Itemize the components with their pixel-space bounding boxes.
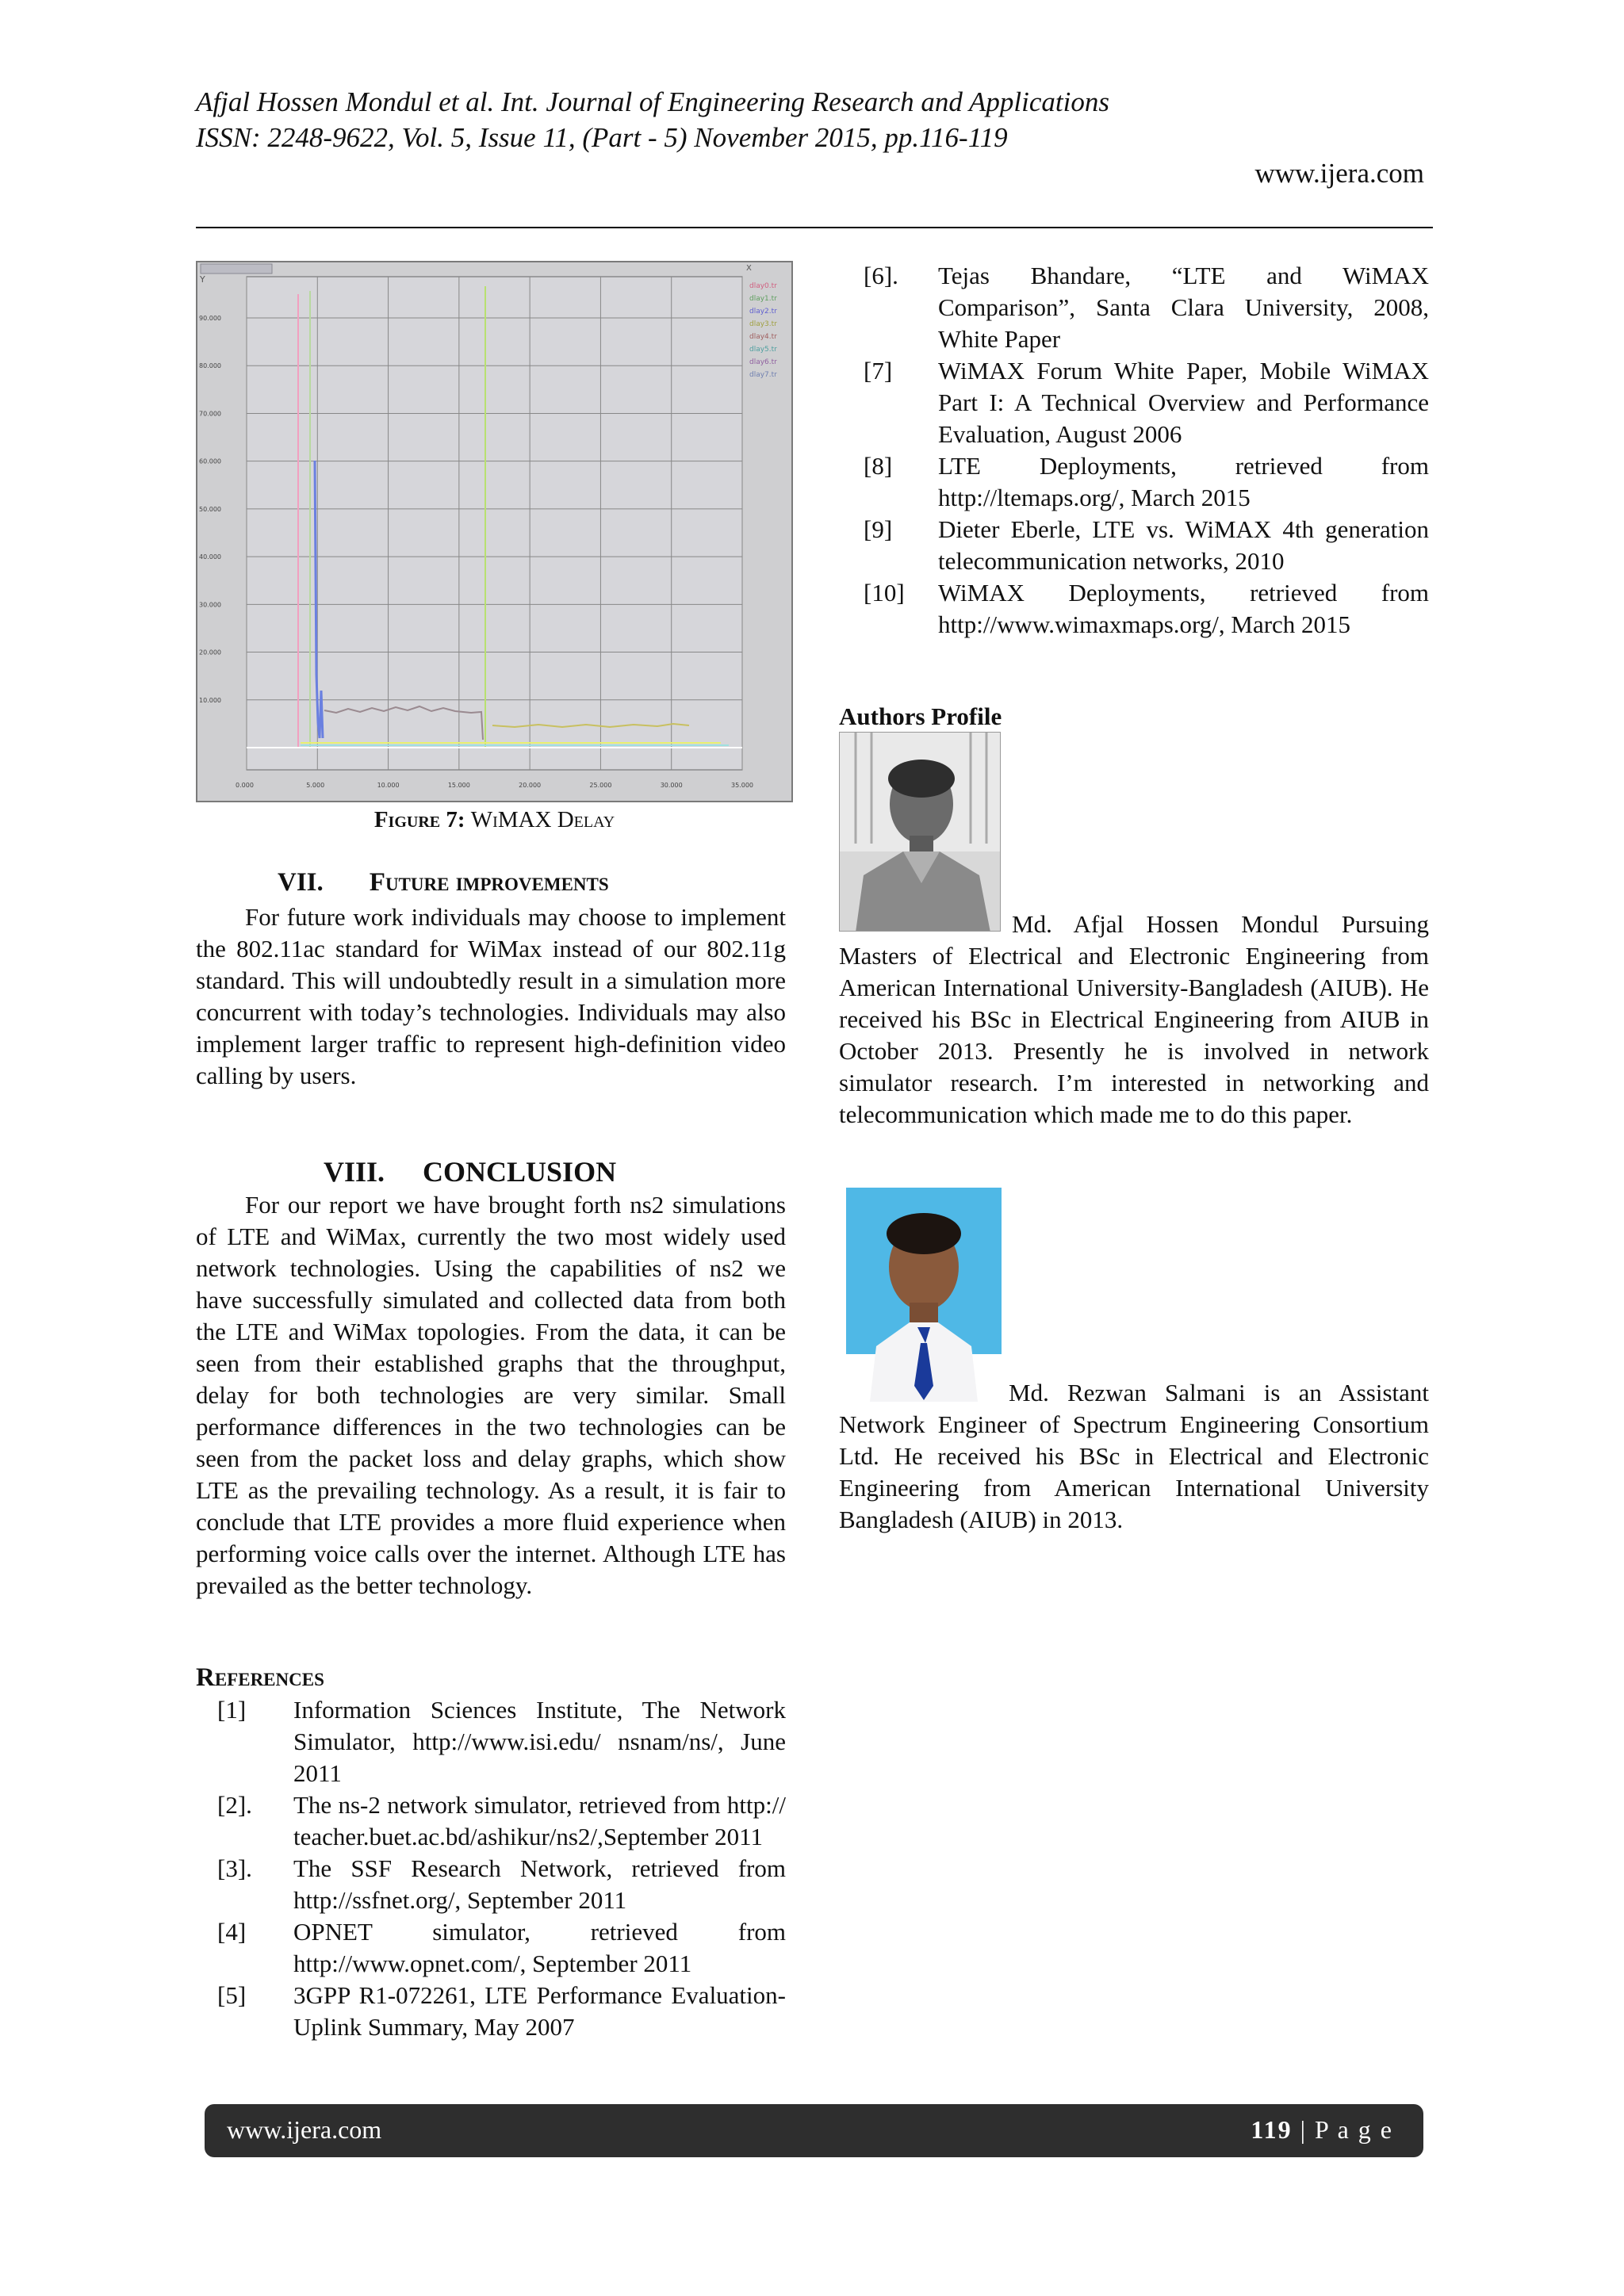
y-tick-label: 90.000	[199, 315, 221, 322]
header-url[interactable]	[1255, 155, 1425, 191]
references-list-right	[864, 260, 1429, 641]
x-tick-label: 25.000	[589, 782, 612, 789]
reference-text: Information Sciences Institute, The Network Simulator, http://www.isi.edu/ nsnam/ns/, June 2011	[293, 1696, 786, 1787]
x-tick-label: 20.000	[519, 782, 542, 789]
x-tick-label: 30.000	[660, 782, 683, 789]
section-8-title: CONCLUSION	[423, 1156, 617, 1188]
section-8-paragraph: For our report we have brought forth ns2 simulations of LTE and WiMax, currently the two most widely used network technologies. Using the capabilities of ns2 we have successfully simulated and collected data from both the LTE and WiMax topologies. From the data, it can be seen from their established graphs that the throughput, delay for both technologies are very similar. Small performance differences in the two technologies can be seen from the packet loss and delay graphs, which show LTE as the prevailing technology. As a result, it is fair to conclude that LTE provides a more fluid experience when performing voice calls over the internet. Although LTE has prevailed as the better technology.	[196, 1191, 786, 1599]
reference-item	[217, 1916, 786, 1980]
section-7-paragraph: For future work individuals may choose to implement the 802.11ac standard for WiMax instead of our 802.11g standard. This will undoubtedly result in a simulation more concurrent with today’s technologies. Individuals may also implement larger traffic to represent high-definition video calling by users.	[196, 903, 786, 1089]
reference-number: [2].	[217, 1791, 252, 1819]
reference-text: The ns-2 network simulator, retrieved from http://teacher.buet.ac.bd/ashikur/ns2/,September 2011	[293, 1791, 786, 1850]
author-1-portrait	[840, 733, 1001, 932]
reference-number: [7]	[864, 357, 893, 385]
x-tick-label: 5.000	[306, 782, 325, 789]
reference-text: Dieter Eberle, LTE vs. WiMAX 4th generation telecommunication networks, 2010	[938, 515, 1429, 575]
wimax-delay-graph	[197, 262, 791, 801]
section-8-heading	[324, 1154, 616, 1189]
figure-7-plot	[196, 261, 793, 802]
header-issn	[196, 120, 1433, 155]
header-journal: Afjal Hossen Mondul et al. Int. Journal of Engineering Research and Applications	[196, 86, 1109, 117]
reference-text: Tejas Bhandare, “LTE and WiMAX Comparison”, Santa Clara University, 2008, White Paper	[938, 262, 1429, 353]
references-list-left	[217, 1694, 786, 2043]
author-1-bio	[839, 909, 1429, 1131]
section-7-heading	[278, 867, 609, 898]
page-number: 119	[1251, 2115, 1293, 2144]
y-axis-label: Y	[200, 274, 205, 285]
author-2-text: Md. Rezwan Salmani is an Assistant Network Engineer of Spectrum Engineering Consortium Ltd. He received his BSc in Electrical and Electronic Engineering from American International University Bangladesh (AIUB) in 2013.	[839, 1379, 1429, 1533]
reference-number: [4]	[217, 1918, 247, 1946]
figure-7-caption	[196, 805, 793, 835]
author-1-text: Md. Afjal Hossen Mondul Pursuing Masters of Electrical and Electronic Engineering from American International University-Bangladesh (AIUB). He received his BSc in Electrical Engineering from AIUB in October 2013. Presently he is involved in network simulator research. I’m interested in networking and telecommunication which made me to do this paper.	[839, 910, 1429, 1128]
section-7-body	[196, 901, 786, 1092]
reference-item	[864, 577, 1429, 641]
reference-number: [3].	[217, 1854, 252, 1882]
y-tick-label: 10.000	[199, 696, 221, 704]
section-8-number: VIII.	[324, 1156, 385, 1188]
reference-number: [6].	[864, 262, 898, 289]
header-rule	[196, 227, 1433, 228]
section-7-title: Future improvements	[369, 868, 609, 897]
author-2-portrait	[846, 1188, 1002, 1402]
x-tick-label: 15.000	[447, 782, 470, 789]
legend-entry: dlay6.tr	[749, 358, 777, 366]
x-axis-label: X	[746, 264, 752, 273]
legend-entry: dlay7.tr	[749, 371, 777, 379]
y-tick-label: 50.000	[199, 505, 221, 513]
author-2-photo	[846, 1188, 1002, 1402]
reference-item	[864, 514, 1429, 577]
y-tick-label: 20.000	[199, 649, 221, 656]
reference-item	[217, 1853, 786, 1916]
reference-item	[217, 1694, 786, 1789]
legend-entry: dlay2.tr	[749, 308, 777, 316]
header-issn-text: ISSN: 2248-9622, Vol. 5, Issue 11, (Part - 5) November 2015, pp.116-119	[196, 122, 1008, 153]
reference-text: WiMAX Deployments, retrieved from http://www.wimaxmaps.org/, March 2015	[938, 579, 1429, 638]
section-7-number: VII.	[278, 868, 324, 897]
section-8-body	[196, 1189, 786, 1601]
reference-item	[217, 1980, 786, 2043]
header-url-text: www.ijera.com	[1254, 158, 1424, 189]
author-1-photo	[839, 732, 1001, 932]
page-footer	[205, 2104, 1423, 2157]
reference-text: LTE Deployments, retrieved from http://ltemaps.org/, March 2015	[938, 452, 1429, 511]
reference-number: [5]	[217, 1981, 247, 2009]
authors-profile-heading: Authors Profile	[839, 702, 1002, 730]
x-tick-label: 10.000	[377, 782, 400, 789]
caption-label: Figure 7:	[373, 807, 465, 832]
reference-text: OPNET simulator, retrieved from http://www.opnet.com/, September 2011	[293, 1918, 786, 1977]
references-heading: References	[196, 1663, 324, 1692]
footer-page-number	[1251, 2115, 1393, 2145]
reference-number: [1]	[217, 1696, 247, 1724]
reference-number: [9]	[864, 515, 893, 543]
reference-item	[217, 1789, 786, 1853]
footer-url[interactable]: www.ijera.com	[227, 2115, 382, 2144]
legend-entry: dlay1.tr	[749, 295, 777, 303]
legend-entry: dlay4.tr	[749, 333, 777, 341]
legend-entry: dlay0.tr	[749, 282, 777, 290]
y-tick-label: 30.000	[199, 601, 221, 609]
reference-item	[864, 355, 1429, 450]
y-tick-label: 40.000	[199, 553, 221, 561]
x-tick-label: 0.000	[236, 782, 254, 789]
reference-item	[864, 260, 1429, 355]
author-2-bio	[839, 1377, 1429, 1536]
x-tick-label: 35.000	[731, 782, 753, 789]
y-tick-label: 60.000	[199, 457, 221, 465]
legend-entry: dlay3.tr	[749, 320, 777, 328]
page-label: | P a g e	[1292, 2115, 1393, 2144]
reference-text: 3GPP R1-072261, LTE Performance Evaluation-Uplink Summary, May 2007	[293, 1981, 786, 2041]
y-tick-label: 80.000	[199, 362, 221, 370]
caption-text: WiMAX Delay	[470, 807, 615, 832]
y-tick-label: 70.000	[199, 410, 221, 418]
legend-entry: dlay5.tr	[749, 346, 777, 354]
running-header	[196, 84, 1433, 120]
reference-text: WiMAX Forum White Paper, Mobile WiMAX Part I: A Technical Overview and Performance Evaluation, August 2006	[938, 357, 1429, 448]
reference-number: [10]	[864, 579, 905, 607]
reference-item	[864, 450, 1429, 514]
reference-number: [8]	[864, 452, 893, 480]
reference-text: The SSF Research Network, retrieved from http://ssfnet.org/, September 2011	[293, 1854, 786, 1914]
